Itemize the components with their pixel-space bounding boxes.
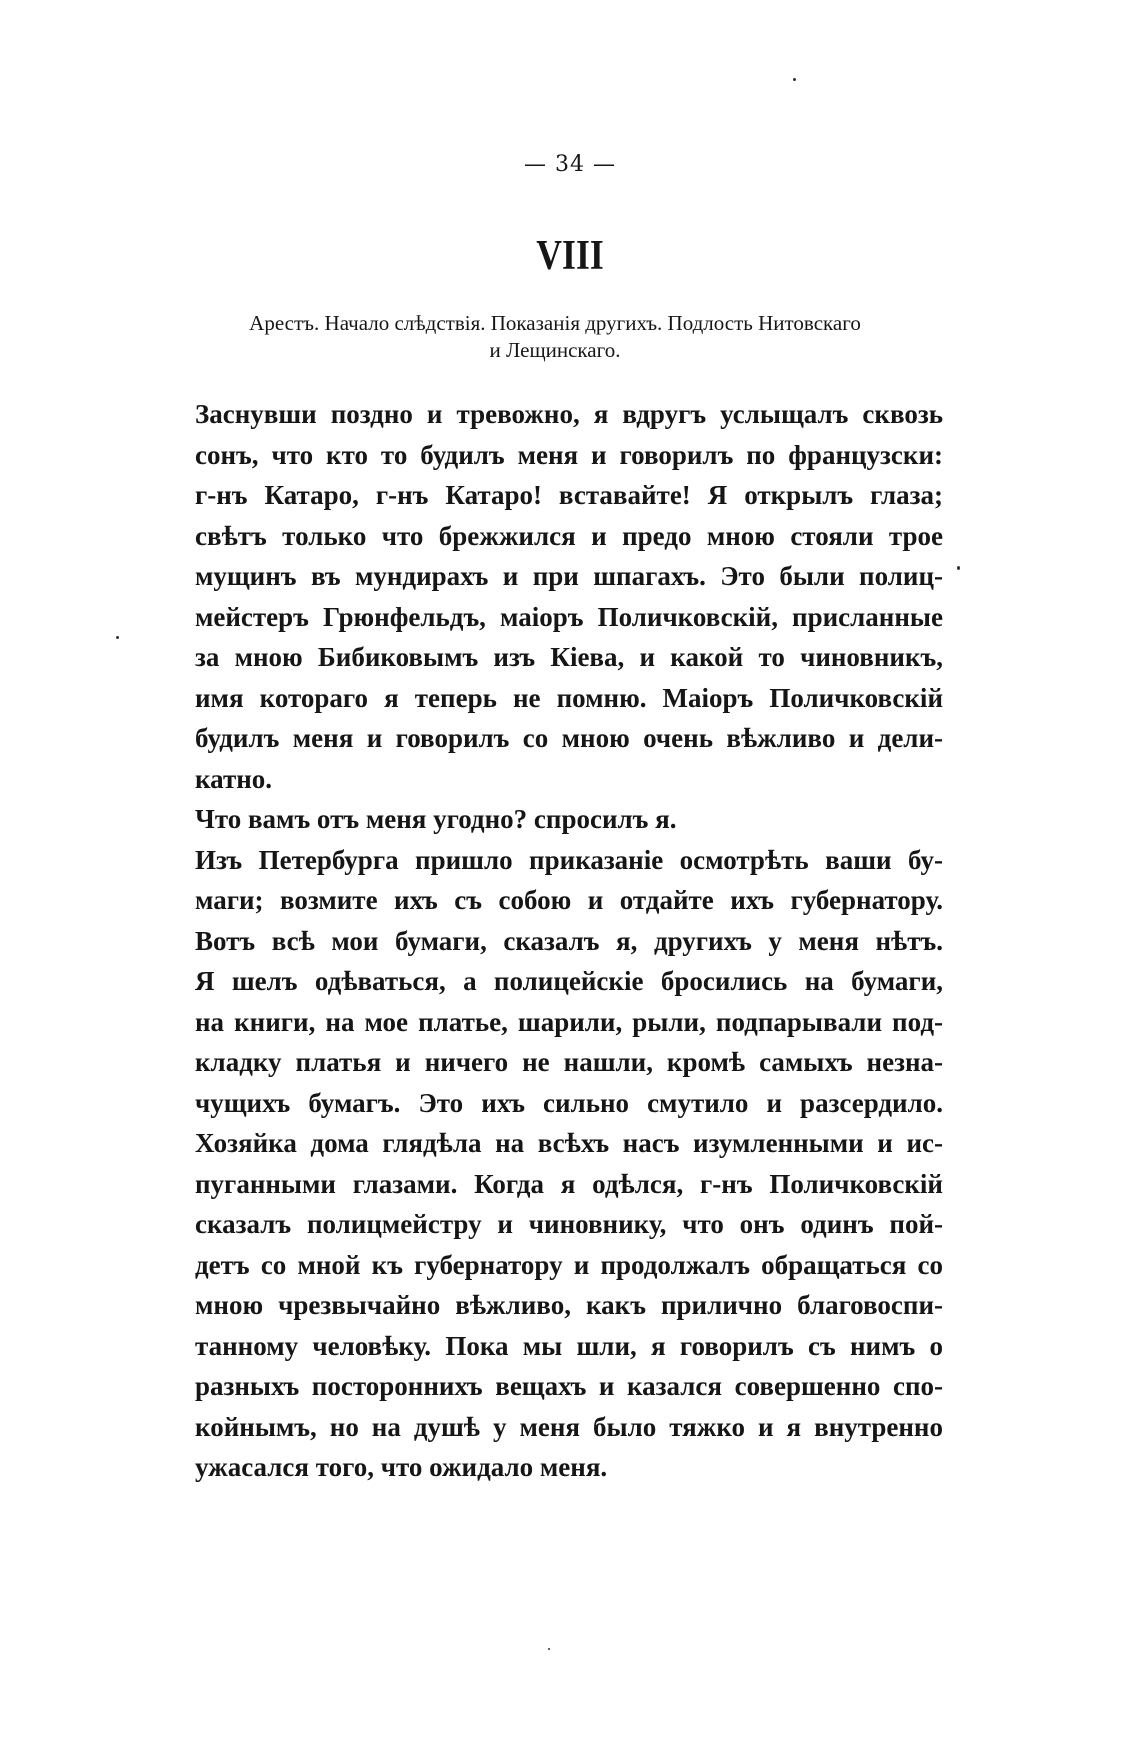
scan-speck (793, 78, 796, 81)
body-line: Заснувши поздно и тревожно, я вдругъ услыщалъ сквозь (195, 399, 943, 429)
chapter-numeral: VIII (536, 233, 604, 279)
body-line: мейстеръ Грюнфельдъ, маіоръ Поличковскій, присланные (195, 601, 943, 632)
body-line: будилъ меня и говорилъ со мною очень вѣжливо и дели- (195, 723, 943, 753)
body-line: койнымъ, но на душѣ у меня было тяжко и я внутренно (195, 1411, 943, 1442)
body-line: Изъ Петербурга пришло приказаніе осмотрѣть ваши бу- (195, 844, 943, 875)
body-line: на книги, на мое платье, шарили, рыли, подпарывали под- (195, 1006, 943, 1037)
body-line: катно. (195, 763, 273, 794)
scan-speck (957, 566, 960, 570)
body-line: мущинъ въ мундирахъ и при шпагахъ. Это были полиц- (195, 561, 943, 591)
chapter-summary (170, 310, 940, 364)
body-text (195, 394, 943, 1488)
body-line: за мною Бибиковымъ изъ Кіева, и какой то чиновникъ, (195, 642, 943, 672)
chapter-summary-line: Арестъ. Начало слѣдствія. Показанія другихъ. Подлость Нитовскаго (249, 311, 861, 335)
body-line: танному человѣку. Пока мы шли, я говорилъ съ нимъ о (195, 1330, 943, 1361)
body-line: Вотъ всѣ мои бумаги, сказалъ я, другихъ у меня нѣтъ. (195, 925, 943, 956)
page-number: — 34 — (524, 152, 616, 177)
scan-speck (548, 1648, 550, 1650)
body-line: свѣтъ только что брежжился и предо мною стояли трое (195, 520, 943, 551)
chapter-summary-line: и Лещинскаго. (489, 338, 621, 362)
body-line: кладку платья и ничего не нашли, кромѣ самыхъ незна- (195, 1047, 943, 1077)
body-line: сонъ, что кто то будилъ меня и говорилъ по французски: (195, 439, 943, 470)
body-line: маги; возмите ихъ съ собою и отдайте ихъ губернатору. (195, 885, 943, 915)
body-line: Что вамъ отъ меня угодно? спросилъ я. (195, 804, 677, 834)
body-line: детъ со мной къ губернатору и продолжалъ обращаться со (195, 1249, 943, 1280)
body-line: имя котораго я теперь не помню. Маіоръ Поличковскій (195, 682, 943, 713)
body-line: г-нъ Катаро, г-нъ Катаро! вставайте! Я открылъ глаза; (195, 480, 943, 510)
body-line: разныхъ постороннихъ вещахъ и казался совершенно спо- (195, 1371, 943, 1401)
body-line: чущихъ бумагъ. Это ихъ сильно смутило и разсердило. (195, 1087, 943, 1118)
body-line: Хозяйка дома глядѣла на всѣхъ насъ изумленными и ис- (195, 1128, 943, 1158)
scan-speck (116, 636, 119, 639)
body-line: сказалъ полицмейстру и чиновнику, что онъ одинъ пой- (195, 1209, 943, 1239)
body-line: мною чрезвычайно вѣжливо, какъ прилично благовоспи- (195, 1290, 943, 1320)
body-line: Я шелъ одѣваться, а полицейскіе бросились на бумаги, (195, 966, 943, 996)
body-line: ужасался того, что ожидало меня. (195, 1452, 608, 1482)
body-line: пуганными глазами. Когда я одѣлся, г-нъ Поличковскій (195, 1168, 943, 1199)
